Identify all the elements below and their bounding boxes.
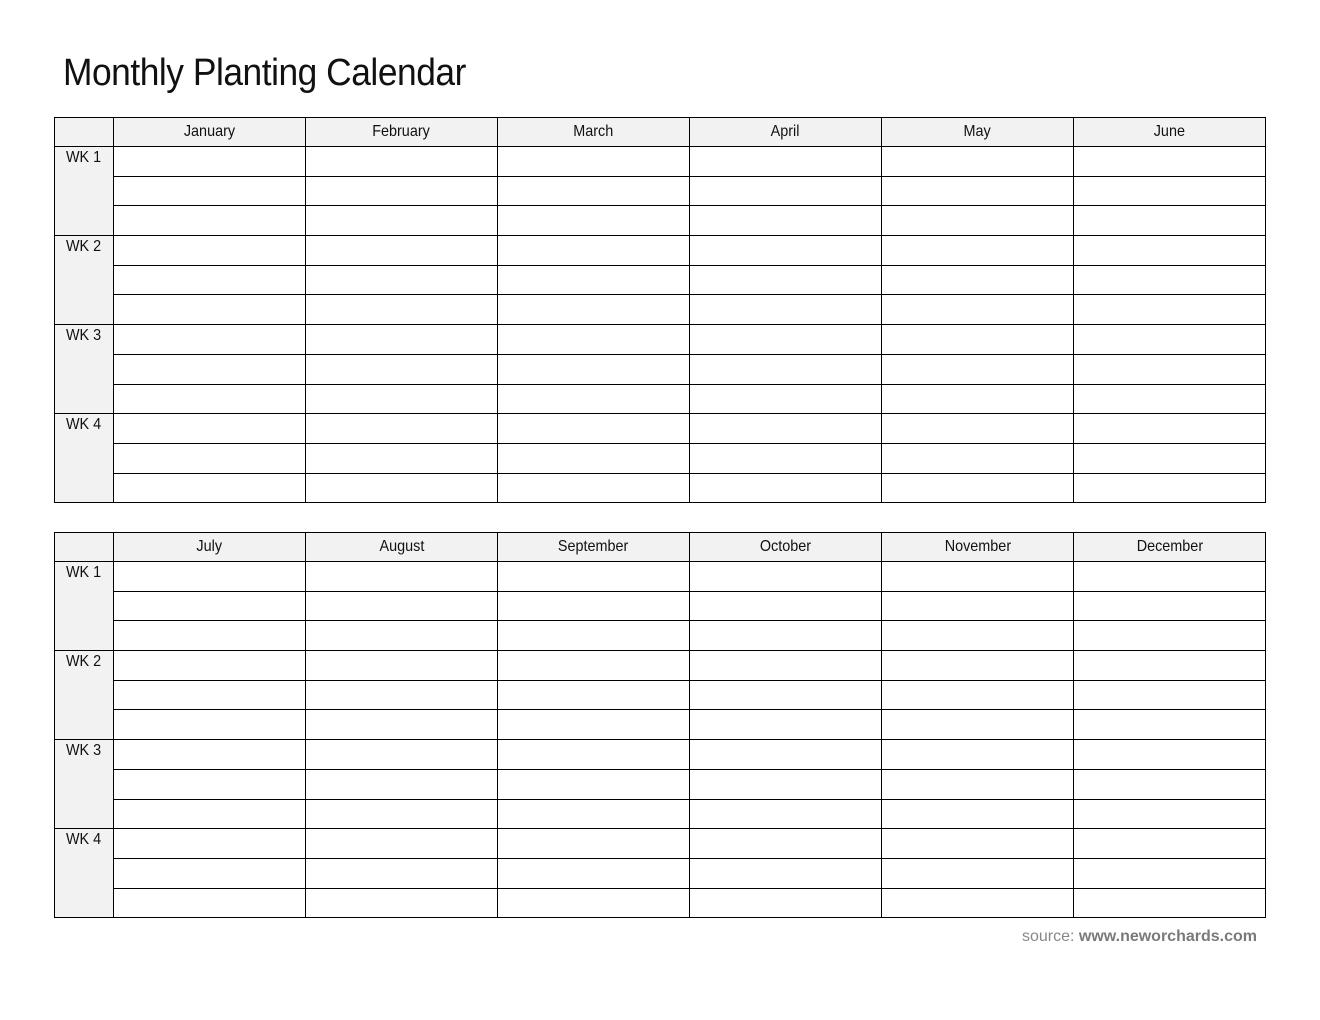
table-row xyxy=(55,680,1266,710)
entry-cell[interactable] xyxy=(882,473,1074,503)
month-header: January xyxy=(114,118,306,147)
corner-cell xyxy=(55,533,114,562)
entry-cell[interactable] xyxy=(1074,888,1266,918)
entry-cell[interactable] xyxy=(882,680,1074,710)
month-header: May xyxy=(882,118,1074,147)
week-label: WK 2 xyxy=(66,653,102,671)
entry-cell[interactable] xyxy=(690,414,882,444)
entry-cell[interactable] xyxy=(498,591,690,621)
month-header: July xyxy=(114,533,306,562)
entry-cell[interactable] xyxy=(114,473,306,503)
week-label: WK 1 xyxy=(66,149,102,166)
week-label: WK 1 xyxy=(66,564,102,581)
entry-cell[interactable] xyxy=(882,888,1074,918)
entry-cell[interactable] xyxy=(1074,414,1266,444)
table-row xyxy=(55,740,1266,770)
entry-cell[interactable] xyxy=(114,651,306,681)
month-header: November xyxy=(882,533,1074,562)
entry-cell[interactable] xyxy=(498,710,690,740)
entry-cell[interactable] xyxy=(306,265,498,295)
entry-cell[interactable] xyxy=(306,562,498,592)
entry-cell[interactable] xyxy=(306,325,498,355)
entry-cell[interactable] xyxy=(690,265,882,295)
table-row xyxy=(55,591,1266,621)
entry-cell[interactable] xyxy=(690,562,882,592)
header-row xyxy=(55,118,1266,147)
month-header: October xyxy=(690,533,882,562)
entry-cell[interactable] xyxy=(690,147,882,177)
week-label: WK 4 xyxy=(66,416,102,434)
header-row xyxy=(55,533,1266,562)
entry-cell[interactable] xyxy=(1074,799,1266,829)
entry-cell[interactable] xyxy=(690,443,882,473)
entry-cell[interactable] xyxy=(114,325,306,355)
page-title: Monthly Planting Calendar xyxy=(63,52,466,94)
entry-cell[interactable] xyxy=(306,206,498,236)
week-label-cell xyxy=(55,740,114,829)
entry-cell[interactable] xyxy=(498,414,690,444)
table-row xyxy=(55,799,1266,829)
entry-cell[interactable] xyxy=(882,295,1074,325)
entry-cell[interactable] xyxy=(882,591,1074,621)
entry-cell[interactable] xyxy=(882,176,1074,206)
entry-cell[interactable] xyxy=(114,176,306,206)
entry-cell[interactable] xyxy=(1074,265,1266,295)
entry-cell[interactable] xyxy=(882,769,1074,799)
entry-cell[interactable] xyxy=(114,295,306,325)
entry-cell[interactable] xyxy=(498,769,690,799)
entry-cell[interactable] xyxy=(882,799,1074,829)
entry-cell[interactable] xyxy=(1074,443,1266,473)
entry-cell[interactable] xyxy=(498,829,690,859)
entry-cell[interactable] xyxy=(690,176,882,206)
entry-cell[interactable] xyxy=(114,414,306,444)
table-row xyxy=(55,265,1266,295)
entry-cell[interactable] xyxy=(498,473,690,503)
table-row xyxy=(55,414,1266,444)
entry-cell[interactable] xyxy=(882,265,1074,295)
entry-cell[interactable] xyxy=(498,176,690,206)
calendar-table-jul-dec xyxy=(54,532,1266,918)
entry-cell[interactable] xyxy=(306,710,498,740)
entry-cell[interactable] xyxy=(498,295,690,325)
entry-cell[interactable] xyxy=(498,888,690,918)
entry-cell[interactable] xyxy=(1074,562,1266,592)
table-row xyxy=(55,354,1266,384)
entry-cell[interactable] xyxy=(306,858,498,888)
week-label-cell xyxy=(55,325,114,414)
entry-cell[interactable] xyxy=(690,236,882,266)
month-header: December xyxy=(1074,533,1266,562)
entry-cell[interactable] xyxy=(498,740,690,770)
source-credit xyxy=(1022,928,1257,946)
entry-cell[interactable] xyxy=(498,147,690,177)
entry-cell[interactable] xyxy=(306,680,498,710)
entry-cell[interactable] xyxy=(882,236,1074,266)
entry-cell[interactable] xyxy=(306,621,498,651)
table-row xyxy=(55,325,1266,355)
entry-cell[interactable] xyxy=(1074,651,1266,681)
week-label-cell xyxy=(55,829,114,918)
entry-cell[interactable] xyxy=(1074,591,1266,621)
entry-cell[interactable] xyxy=(690,680,882,710)
entry-cell[interactable] xyxy=(690,829,882,859)
entry-cell[interactable] xyxy=(498,384,690,414)
entry-cell[interactable] xyxy=(882,147,1074,177)
entry-cell[interactable] xyxy=(306,769,498,799)
entry-cell[interactable] xyxy=(306,295,498,325)
entry-cell[interactable] xyxy=(882,621,1074,651)
table-row xyxy=(55,769,1266,799)
entry-cell[interactable] xyxy=(882,651,1074,681)
entry-cell[interactable] xyxy=(1074,354,1266,384)
entry-cell[interactable] xyxy=(690,740,882,770)
entry-cell[interactable] xyxy=(690,710,882,740)
month-header: August xyxy=(306,533,498,562)
entry-cell[interactable] xyxy=(498,206,690,236)
entry-cell[interactable] xyxy=(498,858,690,888)
table-row xyxy=(55,443,1266,473)
entry-cell[interactable] xyxy=(882,562,1074,592)
entry-cell[interactable] xyxy=(1074,473,1266,503)
entry-cell[interactable] xyxy=(114,769,306,799)
entry-cell[interactable] xyxy=(882,354,1074,384)
entry-cell[interactable] xyxy=(114,710,306,740)
table-row xyxy=(55,829,1266,859)
month-header: April xyxy=(690,118,882,147)
table-row xyxy=(55,384,1266,414)
calendar-table-jan-jun xyxy=(54,117,1266,503)
entry-cell[interactable] xyxy=(306,414,498,444)
week-label: WK 3 xyxy=(66,327,102,345)
entry-cell[interactable] xyxy=(114,799,306,829)
week-label-cell xyxy=(55,651,114,740)
entry-cell[interactable] xyxy=(882,414,1074,444)
month-header: March xyxy=(498,118,690,147)
entry-cell[interactable] xyxy=(306,473,498,503)
entry-cell[interactable] xyxy=(498,799,690,829)
week-label: WK 4 xyxy=(66,831,102,849)
entry-cell[interactable] xyxy=(498,354,690,384)
table-row xyxy=(55,710,1266,740)
entry-cell[interactable] xyxy=(114,740,306,770)
entry-cell[interactable] xyxy=(306,384,498,414)
entry-cell[interactable] xyxy=(1074,740,1266,770)
entry-cell[interactable] xyxy=(1074,236,1266,266)
table-row xyxy=(55,858,1266,888)
entry-cell[interactable] xyxy=(1074,829,1266,859)
entry-cell[interactable] xyxy=(114,384,306,414)
entry-cell[interactable] xyxy=(690,799,882,829)
entry-cell[interactable] xyxy=(882,740,1074,770)
week-label: WK 2 xyxy=(66,238,102,256)
corner-cell xyxy=(55,118,114,147)
table-row xyxy=(55,888,1266,918)
entry-cell[interactable] xyxy=(1074,621,1266,651)
entry-cell[interactable] xyxy=(882,858,1074,888)
entry-cell[interactable] xyxy=(1074,295,1266,325)
month-header: September xyxy=(498,533,690,562)
entry-cell[interactable] xyxy=(882,206,1074,236)
entry-cell[interactable] xyxy=(306,888,498,918)
entry-cell[interactable] xyxy=(306,176,498,206)
week-label: WK 3 xyxy=(66,742,102,760)
entry-cell[interactable] xyxy=(882,443,1074,473)
entry-cell[interactable] xyxy=(306,147,498,177)
entry-cell[interactable] xyxy=(114,236,306,266)
entry-cell[interactable] xyxy=(498,265,690,295)
entry-cell[interactable] xyxy=(690,591,882,621)
entry-cell[interactable] xyxy=(1074,147,1266,177)
entry-cell[interactable] xyxy=(306,651,498,681)
entry-cell[interactable] xyxy=(1074,858,1266,888)
entry-cell[interactable] xyxy=(1074,176,1266,206)
table-row xyxy=(55,651,1266,681)
entry-cell[interactable] xyxy=(1074,769,1266,799)
month-header: February xyxy=(306,118,498,147)
table-row xyxy=(55,562,1266,592)
entry-cell[interactable] xyxy=(1074,325,1266,355)
entry-cell[interactable] xyxy=(1074,710,1266,740)
entry-cell[interactable] xyxy=(690,295,882,325)
entry-cell[interactable] xyxy=(882,325,1074,355)
entry-cell[interactable] xyxy=(882,384,1074,414)
entry-cell[interactable] xyxy=(114,888,306,918)
table-row xyxy=(55,147,1266,177)
entry-cell[interactable] xyxy=(690,888,882,918)
entry-cell[interactable] xyxy=(498,443,690,473)
entry-cell[interactable] xyxy=(690,473,882,503)
entry-cell[interactable] xyxy=(306,591,498,621)
table-row xyxy=(55,473,1266,503)
entry-cell[interactable] xyxy=(306,740,498,770)
entry-cell[interactable] xyxy=(114,265,306,295)
entry-cell[interactable] xyxy=(114,829,306,859)
entry-cell[interactable] xyxy=(306,829,498,859)
entry-cell[interactable] xyxy=(690,325,882,355)
entry-cell[interactable] xyxy=(306,799,498,829)
entry-cell[interactable] xyxy=(498,236,690,266)
entry-cell[interactable] xyxy=(306,354,498,384)
entry-cell[interactable] xyxy=(690,858,882,888)
entry-cell[interactable] xyxy=(114,147,306,177)
entry-cell[interactable] xyxy=(690,769,882,799)
week-label-cell xyxy=(55,414,114,503)
entry-cell[interactable] xyxy=(690,384,882,414)
entry-cell[interactable] xyxy=(690,354,882,384)
entry-cell[interactable] xyxy=(1074,206,1266,236)
entry-cell[interactable] xyxy=(114,206,306,236)
week-label-cell xyxy=(55,147,114,236)
table-row xyxy=(55,236,1266,266)
entry-cell[interactable] xyxy=(114,591,306,621)
entry-cell[interactable] xyxy=(1074,384,1266,414)
entry-cell[interactable] xyxy=(306,236,498,266)
entry-cell[interactable] xyxy=(114,858,306,888)
table-row xyxy=(55,621,1266,651)
month-header: June xyxy=(1074,118,1266,147)
entry-cell[interactable] xyxy=(306,443,498,473)
entry-cell[interactable] xyxy=(1074,680,1266,710)
entry-cell[interactable] xyxy=(114,562,306,592)
entry-cell[interactable] xyxy=(114,680,306,710)
entry-cell[interactable] xyxy=(498,651,690,681)
entry-cell[interactable] xyxy=(882,710,1074,740)
entry-cell[interactable] xyxy=(114,621,306,651)
entry-cell[interactable] xyxy=(498,562,690,592)
entry-cell[interactable] xyxy=(882,829,1074,859)
entry-cell[interactable] xyxy=(690,621,882,651)
entry-cell[interactable] xyxy=(498,621,690,651)
table-row xyxy=(55,206,1266,236)
source-label: source: xyxy=(1021,928,1075,945)
entry-cell[interactable] xyxy=(690,206,882,236)
table-row xyxy=(55,295,1266,325)
entry-cell[interactable] xyxy=(114,354,306,384)
source-link[interactable]: www.neworchards.com xyxy=(1078,928,1257,945)
table-row xyxy=(55,176,1266,206)
week-label-cell xyxy=(55,236,114,325)
entry-cell[interactable] xyxy=(498,680,690,710)
entry-cell[interactable] xyxy=(114,443,306,473)
entry-cell[interactable] xyxy=(690,651,882,681)
entry-cell[interactable] xyxy=(498,325,690,355)
week-label-cell xyxy=(55,562,114,651)
